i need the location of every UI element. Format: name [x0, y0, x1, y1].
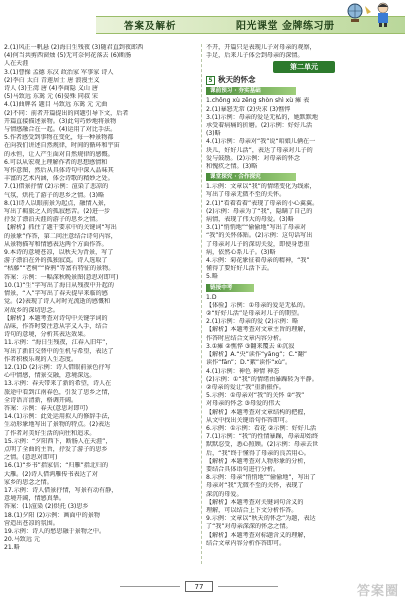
- answer-line: 气氛，烘托了游子的思乡之情。(3)略: [4, 191, 105, 199]
- answer-line: 病情，表现了伟大的母爱。(3)略: [206, 216, 294, 224]
- answer-line: 21.略: [4, 544, 20, 552]
- lesson-title: [206, 76, 402, 85]
- column-divider: [201, 44, 202, 564]
- answer-line: 全诗语言清新，格调开阔。: [4, 396, 78, 404]
- answer-line: 4.(1)曲牌名 题目 马致远 东篱 元 元曲: [4, 101, 108, 109]
- answer-line: 1.示例：文章以“我”的情绪变化为线索，: [206, 183, 316, 191]
- answer-line: 8.(1)诗人以眼前景为起点，融情入景，: [4, 199, 110, 207]
- answer-line: 答案：示例：一幅深秋晚景图(意思对即可): [4, 273, 119, 281]
- answer-line: 作答时应结合文章内容分析。: [206, 334, 286, 342]
- answer-line: 9.示例：文章以“秋天的怀念”为题，表达: [206, 515, 316, 523]
- lesson-number: 5: [206, 76, 215, 85]
- answer-line: 15.示例：“夕阳西下，断肠人在天涯”，: [4, 437, 112, 445]
- answer-line: 丰富的艺术内涵，体会诗歌的精妙之处。: [4, 175, 114, 183]
- answer-line: 觉。(2)表现了诗人对时光流逝的感慨和: [4, 298, 111, 306]
- answer-line: 深沉的母爱。: [206, 490, 243, 498]
- answer-line: 13.示例：春天带来了新的希望，诗人在: [4, 380, 112, 388]
- answer-line: 写作意图，然后从具体诗句中深入品味其: [4, 167, 114, 175]
- answer-line: 1.D: [206, 293, 217, 301]
- answer-line: 6.可以从宏观上理解作者的思想感情和: [4, 158, 108, 166]
- footer-deco-right: [218, 586, 278, 587]
- answer-line: 写出了新旧交替中的生机与希望，表达了: [4, 347, 114, 355]
- answer-line: 和愧疚之情。(3)略: [206, 163, 258, 171]
- answer-line: “枯藤”“老树”“昏鸦”等富有特征的景物。: [4, 265, 115, 273]
- answer-line: 不开，开篇只是表现儿子对母亲的观察，: [206, 44, 316, 51]
- answer-line: 7.(1)借景抒情 (2)示例：渲染了悲凉的: [4, 183, 109, 191]
- answer-line: 母亲对“我”无微不至的关怀，表现了: [206, 482, 304, 490]
- answer-line: 10.(1)“生”字写出了海日从残夜中升起的: [4, 281, 114, 289]
- section-exam-bar: 链接中考: [206, 284, 254, 292]
- answer-line: 大雁。(2)诗人借鸿雁传书表达了对: [4, 470, 98, 478]
- answer-line: 对母亲的怀念 ③母爱的伟大: [206, 400, 281, 408]
- answer-line: 生动形象地写出了景物的特点。(2)表达: [4, 421, 111, 429]
- answer-line: 诗句的意境，分析其表达效果。: [4, 331, 90, 339]
- answer-line: 【解析】本题考查对文章主旨的理解，: [206, 326, 310, 334]
- answer-line: 4.(1)示例：母亲对“我”说“咱娘儿俩在一: [206, 138, 316, 146]
- answer-line: (2)示例：①“我”的情绪由暴躁转为平静。: [206, 375, 318, 383]
- answer-line: 【解析】抓住了题干要求中的关键词“写出: [4, 224, 117, 232]
- left-column: [4, 44, 197, 553]
- answer-line: 答案：(1)渲染 (2)烘托 (3)思乡: [4, 503, 89, 511]
- answer-line: 在向我们讲述自然规律，时间的循环和宇宙: [4, 142, 120, 150]
- answer-line: 9.本诗的意境苍凉，以秋天为背景，写了: [4, 249, 114, 257]
- answer-line: 的景象”作答，第二问注意结合诗句内容，: [4, 232, 117, 240]
- answer-line: 【解析】本题考查对标题含义的理解，: [206, 531, 310, 539]
- header-left-title: 答案及解析: [124, 21, 177, 32]
- answer-line: 懂得了要好好儿活下去。: [206, 265, 274, 273]
- answer-line: 要结合具体语句进行分析。: [206, 465, 280, 473]
- answer-line: 答案：示例：春天(意思对即可): [4, 404, 88, 412]
- answer-line: 情景，“入”字写出了春天提早来临的感: [4, 290, 108, 298]
- answer-line: 6.示例：①示例：看花 ②示例：好好儿活: [206, 424, 317, 432]
- answer-line: 手足，后来儿子体会到母亲的深情。: [206, 52, 304, 60]
- answer-line: (2)不同：前者开篇提出的问题引导下文，后者: [4, 109, 129, 117]
- answer-line: 抒发了漂泊天涯的游子的思乡之情。: [4, 216, 102, 224]
- answer-line: 【解析】本题考查对关键词句含义的: [206, 498, 304, 506]
- answer-line: 7.(1)示例：“我”的性情暴躁，母亲却始终: [206, 433, 319, 441]
- answer-line: 8.示例：母亲“悄悄地”“偷偷地”，写出了: [206, 474, 316, 482]
- answer-line: 开篇直接描述景物。(3)此句巧妙地将景物: [4, 117, 117, 125]
- watermark-logo: 答案圈: [356, 584, 399, 599]
- answer-line: 【解析】本题考查对人物形象的分析，: [206, 457, 310, 465]
- answer-line: 之情。(意思对即可): [4, 454, 58, 462]
- answer-line: 16.(1)“乡书”指家信；“归雁”指北归的: [4, 462, 109, 470]
- answer-line: 默默忍受，悉心照顾。(2)示例：母亲去世: [206, 441, 319, 449]
- answer-line: 游子漂泊在外的孤独寂寞。诗人选取了: [4, 257, 108, 265]
- answer-line: ②“好好儿活”是母亲对儿子的期望。: [206, 310, 304, 318]
- answer-line: 【解析】本题考查对文章结构的把握，: [206, 408, 310, 416]
- answer-line: 了母亲对儿子的深切关爱，即使身患重: [206, 240, 310, 248]
- answer-line: 12.(1)D (2)示例：诗人借眼前景色抒写: [4, 363, 111, 371]
- answer-line: 【解析】A.“央”读作“yāng”；C.“翻”: [206, 351, 308, 359]
- answer-line: 【体验】示例：①母亲的爱是无私的。: [206, 301, 309, 309]
- answer-line: (2)示例：母亲为了“我”，隐瞒了自己的: [206, 207, 313, 215]
- answer-line: (3)略: [206, 130, 221, 138]
- answer-line: 写出了羁旅之人的孤寂愁苦。(2)进一步: [4, 208, 111, 216]
- answer-line: 【解析】本题考查对诗句中关键字词的: [4, 314, 108, 322]
- answer-line: 块儿，好好儿活”，表达了母亲对儿子的: [206, 146, 313, 154]
- answer-line: (4)何当共剪西窗烛 (5)无可奈何花落去 (6)断肠: [4, 52, 132, 60]
- answer-line: 写出了母亲无微不至的关怀。: [206, 191, 286, 199]
- answer-line: 对故乡的深切思念。: [4, 306, 59, 314]
- answer-line: 心中情感，情景交融，意境深远。: [4, 372, 96, 380]
- answer-line: 品味，作答时要注意从字义入手，结合: [4, 322, 108, 330]
- answer-line: 18.(1)夕阳 (2)示例：画面中的景物: [4, 511, 100, 519]
- answer-line: 从文中找出关键语句作答即可。: [206, 416, 292, 424]
- answer-line: 14.(1)示例：此处运用拟人的修辞手法，: [4, 413, 114, 421]
- answer-line: 5.示例：①母亲对“我”的关怀 ②“我”: [206, 392, 305, 400]
- section-preview-bar: 课前预习 · 夯实基础: [206, 87, 296, 95]
- answer-line: 1.chōng xù zēng shòn shì xù 瘫 表: [206, 97, 310, 105]
- answer-line: 19.示例：诗人的愁思融于景物之中。: [4, 527, 106, 535]
- answer-line: 读作“fān”；D.“絮”读作“xù”。: [206, 359, 292, 367]
- answer-line: 2.(1)示例：母亲的爱 (2)示例：略: [206, 318, 299, 326]
- answer-line: 作者积极乐观的人生态度。: [4, 355, 78, 363]
- answer-line: 3.(1)“悄悄地”“偷偷地”写出了母亲对: [206, 224, 307, 232]
- answer-line: 承受着病痛的折磨。(2)示例：好好儿活: [206, 122, 313, 130]
- answer-line: 从景物描写和情感表达两个方面作答。: [4, 240, 108, 248]
- page-footer: [0, 578, 405, 598]
- header-right-title: 阳光课堂 金牌练习册: [236, 21, 335, 32]
- answer-line: 营造出苍凉的氛围。: [4, 519, 59, 527]
- answer-line: 病，依然心系儿子。(3)略: [206, 248, 276, 256]
- answer-line: 11.示例：“海日生残夜，江春入旧年”，: [4, 339, 112, 347]
- answer-line: 了“我”对母亲深深的怀念之情。: [206, 523, 292, 531]
- answer-line: ②母亲的爱让“我”重新振作。: [206, 383, 285, 391]
- answer-line: 后，“我”终于懂得了母亲的良苦用心。: [206, 449, 310, 457]
- answer-line: 家乡的思念之情。: [4, 478, 53, 486]
- answer-line: 2.(1)暴怒无常 (2)央求 (3)憔悴: [206, 105, 291, 113]
- answer-line: 17.示例：诗人借景抒情，写景有动有静，: [4, 486, 118, 494]
- answer-line: 5.作者感受到事物在变化，每一种景物都: [4, 134, 114, 142]
- answer-line: 理解，可以结合上下文分析作答。: [206, 506, 298, 514]
- right-column: [206, 44, 402, 548]
- answer-line: 的永恒，让人产生面对自然规律的感慨。: [4, 150, 114, 158]
- answer-line: 20.马致远 元: [4, 536, 41, 544]
- unit-banner: 第二单元: [273, 61, 335, 73]
- answer-line: 2.(1)风正一帆悬 (2)海日生残夜 (3)随君直到夜郎西: [4, 44, 144, 51]
- answer-line: 诗人 (3)王湾 唐 (4)李商隐 义山 唐: [4, 85, 98, 93]
- answer-line: “我”的关怀体贴。(2)示例：这句话写出: [206, 232, 313, 240]
- answer-line: 人在天涯: [4, 60, 29, 68]
- answer-line: 意境开阔，情感真挚。: [4, 495, 65, 503]
- globe-lamp-icon: [345, 2, 373, 24]
- answer-line: 4.示例：菊花象征着母亲的精神，“我”: [206, 257, 310, 265]
- page-number: 77: [185, 581, 213, 592]
- section-explore-bar: 课堂探究 · 合作探究: [206, 173, 296, 181]
- answer-line: 2.(1)“看着看着”表现了母亲的小心翼翼。: [206, 199, 319, 207]
- answer-line: 4.(1)示例：神色 神情 神态: [206, 367, 280, 375]
- footer-deco-left: [120, 586, 180, 587]
- child-mascot-icon: [372, 1, 394, 27]
- answer-line: 结合文章内容分析作答即可。: [206, 539, 286, 547]
- answer-line: 了作者对美好生活的向往和追求。: [4, 429, 96, 437]
- answer-line: 旅途中看到江南春色，引发了思乡之情，: [4, 388, 114, 396]
- lesson-title-text: 秋天的怀念: [218, 75, 256, 85]
- answer-line: 5.略: [206, 273, 218, 281]
- answer-line: 与情感融合在一起。(4)运用了对比手法。: [4, 126, 117, 134]
- answer-line: (5)马致远 东篱 元 (6)晏殊 同叔 宋: [4, 93, 98, 101]
- answer-line: 3.①瘫 ②憔悴 ③翻来覆去 ④沉寂: [206, 342, 295, 350]
- answer-line: 3.(1)示例：母亲的爱是无私的，她默默地: [206, 113, 318, 121]
- answer-line: 点明了全曲的主旨，抒发了游子的思乡: [4, 445, 108, 453]
- answer-line: 爱与鼓励。(2)示例：对母亲的怀念: [206, 154, 300, 162]
- page-header: [0, 0, 405, 40]
- answer-line: 3.(1)曹操 孟德 东汉 政治家 军事家 诗人: [4, 68, 114, 76]
- answer-line: (2)李白 太白 青莲居士 唐 浪漫主义: [4, 76, 100, 84]
